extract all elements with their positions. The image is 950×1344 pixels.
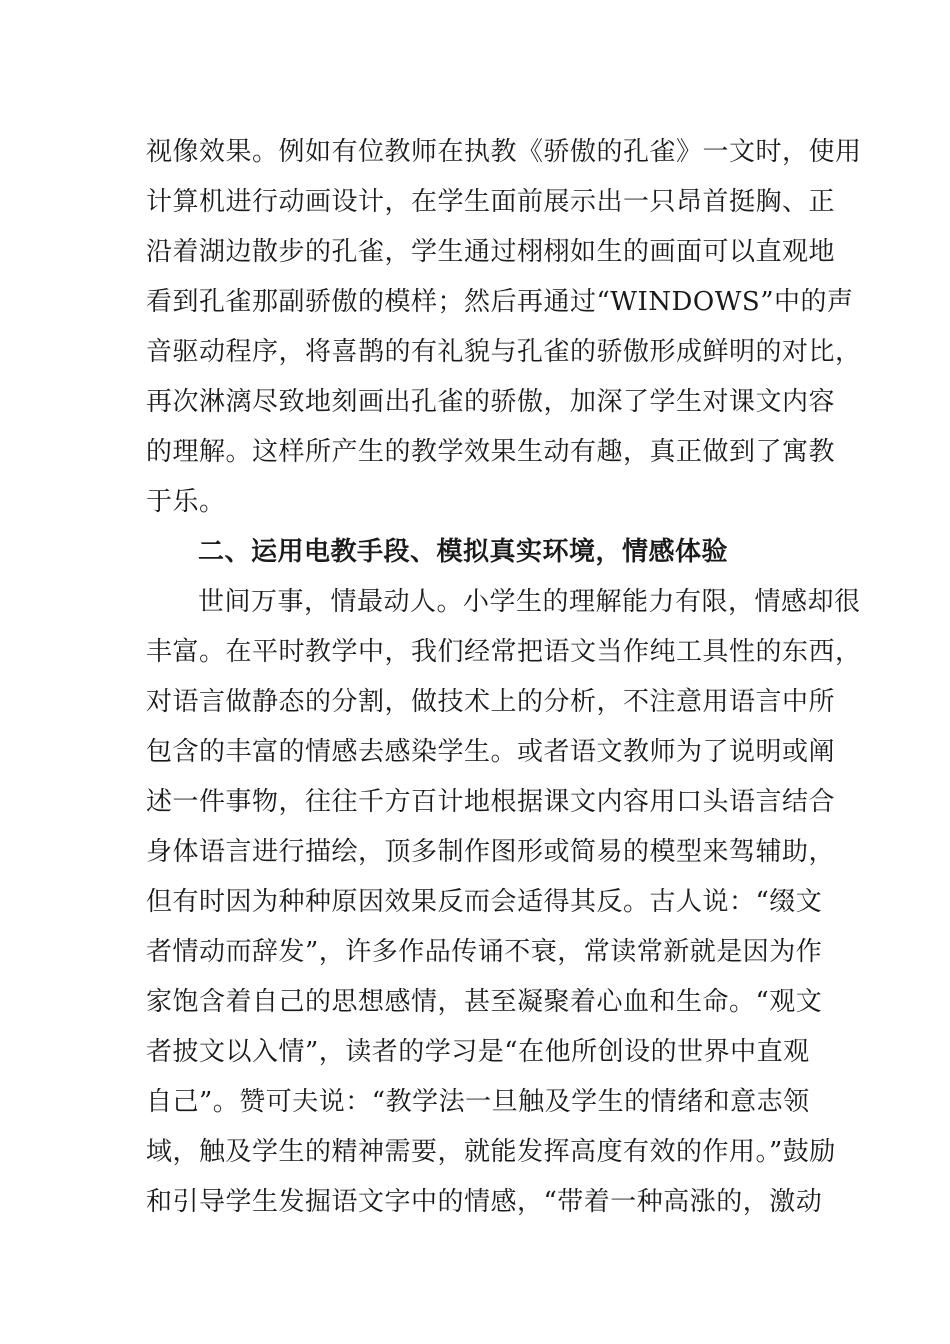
text-line: 于乐。 — [146, 487, 226, 517]
text-line: 但有时因为种种原因效果反而会适得其反。古人说：“缀文 — [146, 887, 823, 917]
text-line: 的理解。这样所产生的教学效果生动有趣，真正做到了寓教 — [146, 437, 836, 467]
text-line: 看到孔雀那副骄傲的模样；然后再通过“WINDOWS”中的声 — [146, 287, 854, 317]
text-line: 对语言做静态的分割，做技术上的分析，不注意用语言中所 — [146, 687, 836, 717]
text-line: 再次淋漓尽致地刻画出孔雀的骄傲，加深了学生对课文内容 — [146, 387, 836, 417]
text-line: 身体语言进行描绘，顶多制作图形或简易的模型来驾辅助， — [146, 837, 836, 867]
text-line: 者披文以入情”，读者的学习是“在他所创设的世界中直观 — [146, 1037, 810, 1067]
text-line: 丰富。在平时教学中，我们经常把语文当作纯工具性的东西， — [146, 637, 862, 667]
section-heading: 二、运用电教手段、模拟真实环境，情感体验 — [198, 537, 729, 567]
text-line: 自己”。赞可夫说：“教学法一旦触及学生的情绪和意志领 — [146, 1087, 810, 1117]
text-line: 世间万事，情最动人。小学生的理解能力有限，情感却很 — [198, 587, 861, 617]
text-line: 计算机进行动画设计，在学生面前展示出一只昂首挺胸、正 — [146, 187, 836, 217]
text-line: 视像效果。例如有位教师在执教《骄傲的孔雀》一文时，使用 — [146, 137, 862, 167]
text-line: 家饱含着自己的思想感情，甚至凝聚着心血和生命。“观文 — [146, 987, 823, 1017]
text-line: 包含的丰富的情感去感染学生。或者语文教师为了说明或阐 — [146, 737, 836, 767]
text-line: 述一件事物，往往千方百计地根据课文内容用口头语言结合 — [146, 787, 836, 817]
text-line: 沿着湖边散步的孔雀，学生通过栩栩如生的画面可以直观地 — [146, 237, 836, 267]
text-line: 者情动而辞发”，许多作品传诵不衰，常读常新就是因为作 — [146, 937, 823, 967]
text-line: 音驱动程序，将喜鹊的有礼貌与孔雀的骄傲形成鲜明的对比， — [146, 337, 862, 367]
text-line: 和引导学生发掘语文字中的情感，“带着一种高涨的，激动 — [146, 1187, 823, 1217]
text-line: 域，触及学生的精神需要，就能发挥高度有效的作用。”鼓励 — [146, 1137, 836, 1167]
